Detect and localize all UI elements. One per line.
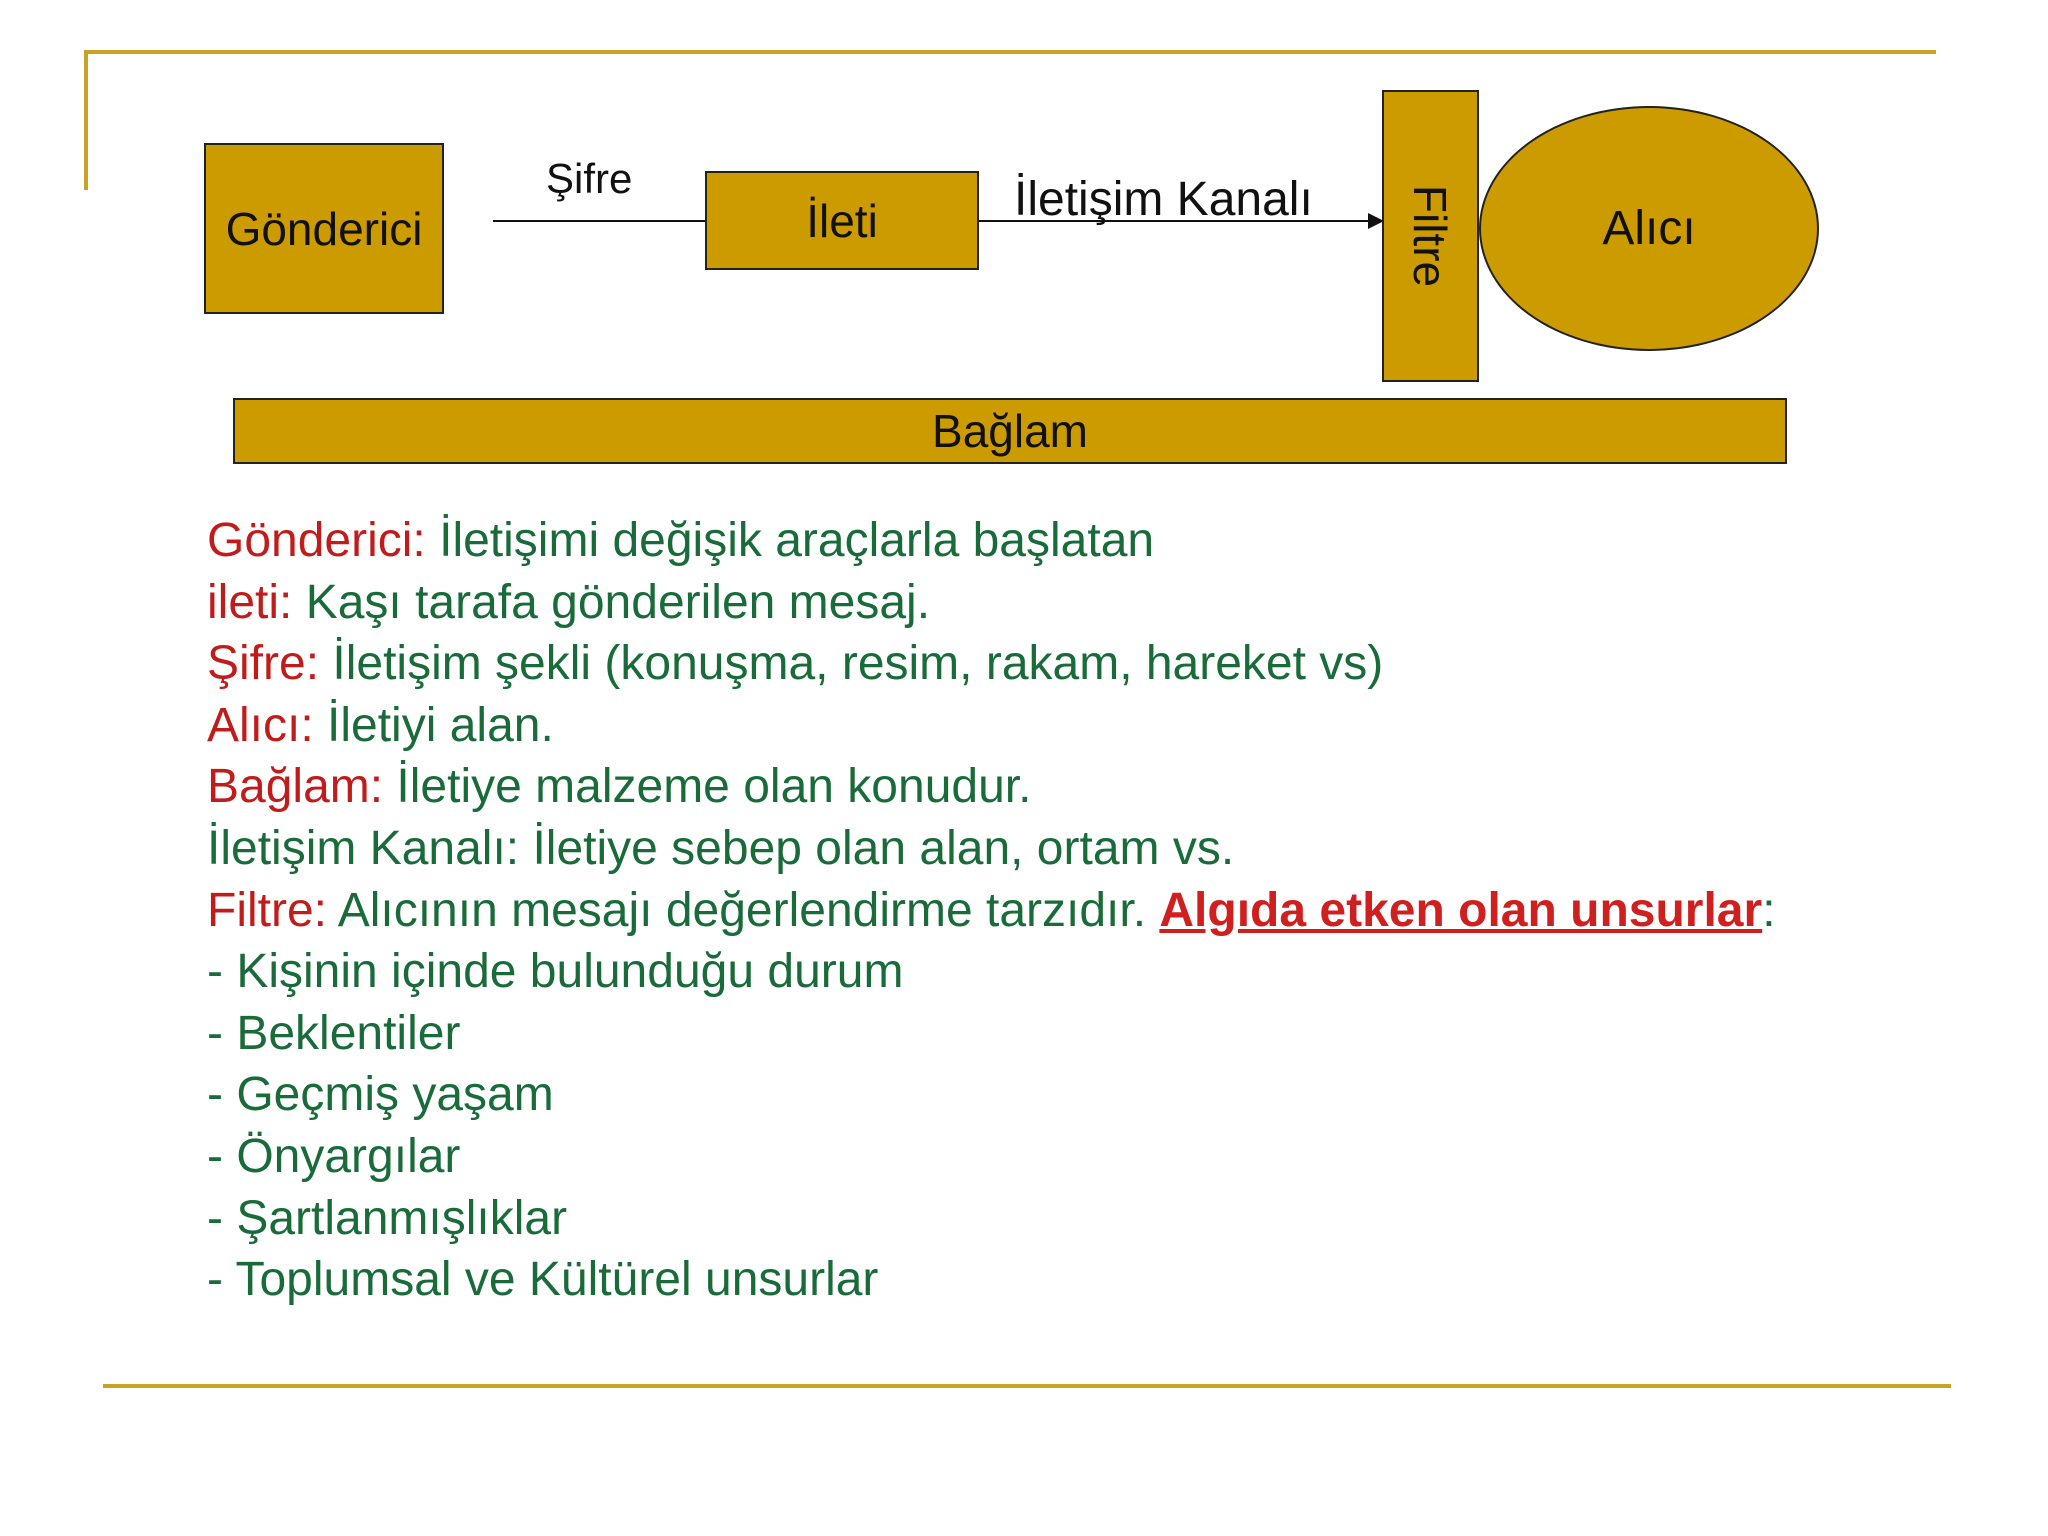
definition-channel: İletişim Kanalı: İletiye sebep olan alan, ortam vs. <box>207 821 1235 875</box>
definition-sender <box>207 510 1987 572</box>
filter-label: Filtre <box>1404 184 1457 288</box>
definition-text: İletiye malzeme olan konudur. <box>383 760 1032 814</box>
definition-text: İletişim şekli (konuşma, resim, rakam, hareket vs) <box>319 637 1384 691</box>
definition-term: Alıcı: <box>207 698 314 752</box>
channel-label: İletişim Kanalı <box>1014 173 1313 226</box>
definition-text: Kaşı tarafa gönderilen mesaj. <box>292 575 931 629</box>
code-label: Şifre <box>546 155 633 202</box>
definition-text: İletiyi alan. <box>313 698 554 752</box>
context-bar <box>233 398 1787 464</box>
definition-term: Şifre: <box>207 637 320 691</box>
definitions-block <box>207 510 1987 1311</box>
definition-term: ileti: <box>207 575 293 629</box>
heading-colon: : <box>1762 883 1776 937</box>
definition-text: İletişimi değişik araçlarla başlatan <box>425 514 1155 567</box>
filter-box <box>1382 90 1479 382</box>
perception-factors-heading: Algıda etken olan unsurlar <box>1159 883 1763 937</box>
factor-item: - Şartlanmışlıklar <box>207 1191 568 1245</box>
definition-filter <box>207 880 1987 942</box>
message-box <box>705 171 979 270</box>
context-label: Bağlam <box>932 405 1088 457</box>
factor-item: - Toplumsal ve Kültürel unsurlar <box>207 1253 879 1307</box>
definition-text: Alıcının mesajı değerlendirme tarzıdır. <box>327 883 1160 937</box>
message-label: İleti <box>806 194 878 247</box>
sender-box <box>204 143 444 314</box>
definition-code <box>207 633 1987 695</box>
definition-context <box>207 756 1987 818</box>
factor-item: - Geçmiş yaşam <box>207 1068 554 1122</box>
receiver-ellipse <box>1479 106 1819 351</box>
definition-receiver <box>207 695 1987 757</box>
sender-label: Gönderici <box>225 202 423 255</box>
factor-item: - Beklentiler <box>207 1006 461 1060</box>
receiver-label: Alıcı <box>1602 202 1696 255</box>
definition-term: Gönderici: <box>207 514 426 567</box>
definition-message <box>207 572 1987 634</box>
factor-item: - Kişinin içinde bulunduğu durum <box>207 945 904 999</box>
definition-term: Filtre: <box>207 883 327 937</box>
factor-item: - Önyargılar <box>207 1129 461 1183</box>
definition-term: Bağlam: <box>207 760 384 814</box>
